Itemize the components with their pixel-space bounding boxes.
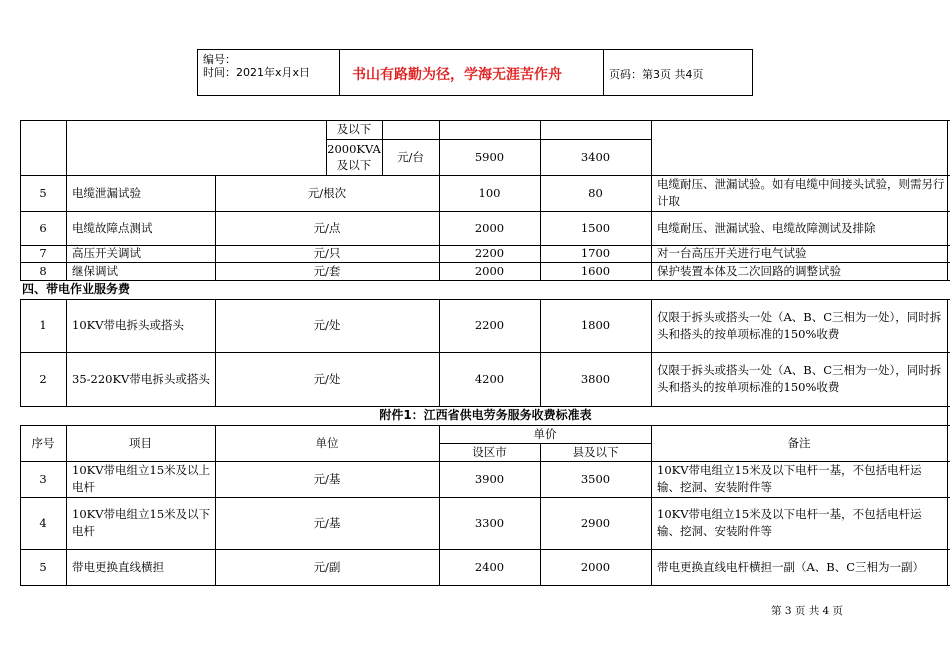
page-label: 页码：第3页 共4页 xyxy=(609,68,704,81)
col-header-item: 项目 xyxy=(129,435,152,450)
row-number: 6 xyxy=(39,220,47,235)
row-county-price: 1800 xyxy=(580,318,611,332)
section-title: 四、带电作业服务费 xyxy=(22,282,131,296)
appendix-title: 附件1：江西省供电劳务服务收费标准表 xyxy=(379,408,592,422)
col-header-city: 设区市 xyxy=(472,444,507,459)
row-note: 电缆耐压、泄漏试验、电缆故障测试及排除 xyxy=(657,220,876,235)
row-note: 保护装置本体及二次回路的调整试验 xyxy=(657,263,841,278)
row-unit: 元/只 xyxy=(313,246,341,260)
row-unit: 元/基 xyxy=(313,471,341,486)
row-county-price: 2000 xyxy=(580,559,611,574)
row-county-price: 80 xyxy=(588,185,603,200)
row-number: 3 xyxy=(39,471,47,486)
col-header-price: 单价 xyxy=(533,426,557,441)
row-unit: 元/处 xyxy=(313,371,341,386)
row-county-price: 3500 xyxy=(580,471,611,486)
row-note: 带电更换直线电杆横担一副（A、B、C三相为一副） xyxy=(657,559,925,574)
row-number: 4 xyxy=(39,515,47,530)
row-unit: 元/套 xyxy=(313,263,341,278)
row-note: 10KV带电组立15米及以下电杆一基，不包括电杆运输、挖洞、安装附件等 xyxy=(657,463,922,494)
row-county-price: 2900 xyxy=(580,515,611,530)
row-item: 电缆泄漏试验 xyxy=(72,185,141,200)
serial-label: 编号： xyxy=(203,53,236,66)
header-motto: 书山有路勤为径，学海无涯苦作舟 xyxy=(352,67,562,83)
row-note: 电缆耐压、泄漏试验。如有电缆中间接头试验，则需另行计取 xyxy=(657,177,945,208)
row-city-price: 2200 xyxy=(474,318,505,332)
row-number: 2 xyxy=(39,371,47,386)
col-header-note: 备注 xyxy=(787,435,811,450)
row-county-price: 1600 xyxy=(580,263,611,278)
date-label: 时间：2021年x月x日 xyxy=(203,66,311,79)
row-city-price: 2000 xyxy=(474,220,505,235)
row-number: 8 xyxy=(39,263,47,278)
row-item: 带电更换直线横担 xyxy=(72,559,164,574)
row-item: 高压开关调试 xyxy=(72,246,141,260)
fragment-unit: 及以下 xyxy=(336,122,372,136)
row-unit: 元/基 xyxy=(313,515,341,530)
row-city-price: 4200 xyxy=(474,371,505,386)
row-city-price: 2400 xyxy=(474,559,505,574)
col-header-no: 序号 xyxy=(31,435,55,450)
row-item: 35-220KV带电拆头或搭头 xyxy=(72,371,210,386)
row-city-price: 2000 xyxy=(474,263,505,278)
row-city-price: 100 xyxy=(478,185,501,200)
kva-unit-price: 元/台 xyxy=(397,149,424,164)
row-unit: 元/根次 xyxy=(307,185,347,200)
row-city-price: 2200 xyxy=(474,246,505,260)
row-unit: 元/点 xyxy=(313,220,341,235)
col-header-unit: 单位 xyxy=(315,435,339,450)
row-note: 仅限于拆头或搭头一处（A、B、C三相为一处），同时拆头和搭头的按单项标准的150%收费 xyxy=(657,363,942,394)
row-city-price: 3900 xyxy=(474,471,505,486)
row-item: 10KV带电拆头或搭头 xyxy=(72,318,185,332)
kva-unit-line1: 2000KVA xyxy=(327,142,381,156)
row-number: 7 xyxy=(39,246,47,260)
row-county-price: 3800 xyxy=(580,371,611,386)
row-item: 继保调试 xyxy=(72,263,118,278)
kva-city-price: 5900 xyxy=(474,149,505,164)
row-city-price: 3300 xyxy=(474,515,505,530)
col-header-county: 县及以下 xyxy=(572,444,619,459)
kva-unit-label xyxy=(326,139,382,175)
row-unit: 元/处 xyxy=(313,318,341,332)
row-note: 10KV带电组立15米及以下电杆一基，不包括电杆运输、挖洞、安装附件等 xyxy=(657,507,922,538)
kva-county-price: 3400 xyxy=(580,149,611,164)
row-item: 10KV带电组立15米及以上电杆 xyxy=(72,463,211,494)
row-number: 1 xyxy=(39,318,47,332)
row-county-price: 1700 xyxy=(580,246,611,260)
kva-unit-line2: 及以下 xyxy=(336,158,372,172)
row-number: 5 xyxy=(39,559,47,574)
row-note: 对一台高压开关进行电气试验 xyxy=(657,246,807,260)
row-item: 10KV带电组立15米及以下电杆 xyxy=(72,507,211,538)
page-footer: 第 3 页 共 4 页 xyxy=(771,605,844,617)
row-note: 仅限于拆头或搭头一处（A、B、C三相为一处），同时拆头和搭头的按单项标准的150%收费 xyxy=(657,309,942,341)
row-unit: 元/副 xyxy=(313,559,341,574)
row-county-price: 1500 xyxy=(580,220,611,235)
row-number: 5 xyxy=(39,185,47,200)
row-item: 电缆故障点测试 xyxy=(72,220,153,235)
